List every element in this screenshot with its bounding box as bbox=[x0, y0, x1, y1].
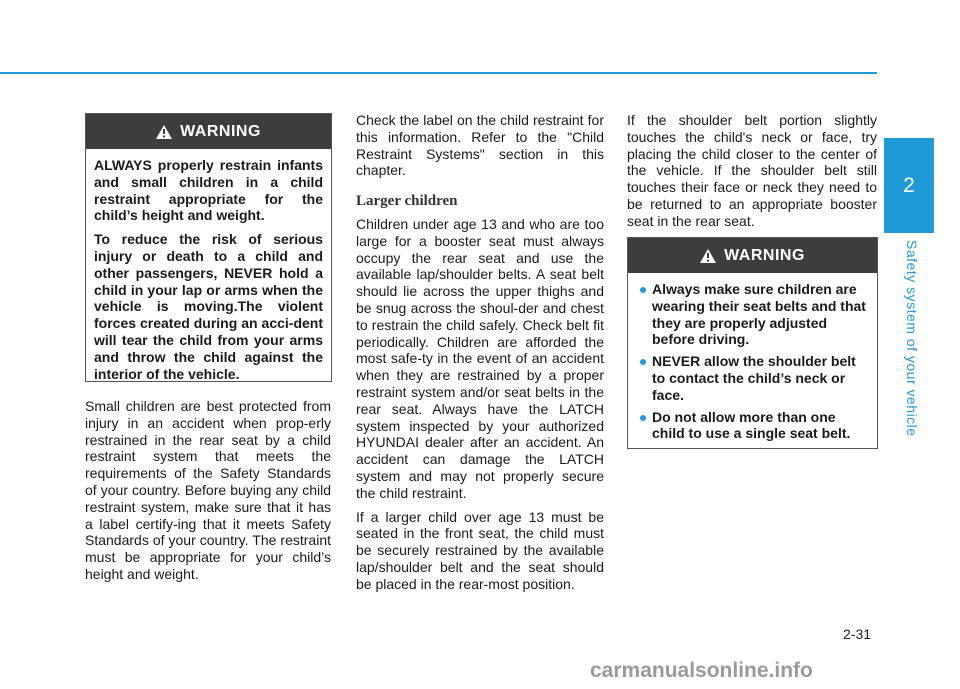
warning-title: WARNING bbox=[724, 246, 805, 264]
body-paragraph: Small children are best protected from injury in an accident when prop-erly restrained in the rear seat by a child restraint system that meets the requirements of the Safety Standards of your country. Before buying any child restraint system, make sure that it has a label certify-ing that it meets Safety Standards of your country. The restraint must be appropriate for your child’s height and weight. bbox=[85, 398, 331, 582]
warning-box-right bbox=[627, 237, 878, 449]
middle-column-text bbox=[356, 112, 604, 600]
warning-triangle-icon bbox=[156, 125, 172, 139]
warning-bullet-item: Do not allow more than one child to use a single seat belt. bbox=[652, 409, 869, 443]
left-column-text bbox=[85, 398, 331, 590]
body-paragraph: If a larger child over age 13 must be seated in the front seat, the child must be securely restrained by the available lap/shoulder belt and the seat should be placed in the rear-most position. bbox=[356, 508, 604, 592]
warning-bullet-item: Always make sure children are wearing their seat belts and that they are properly adjusted before driving. bbox=[652, 281, 869, 348]
chapter-title: Safety system of your vehicle bbox=[904, 240, 920, 437]
warning-triangle-icon bbox=[700, 249, 716, 263]
right-column-text bbox=[627, 112, 877, 237]
chapter-tab bbox=[884, 138, 934, 233]
watermark: carmanualsonline.info bbox=[590, 659, 813, 682]
page-number: 2-31 bbox=[843, 626, 872, 642]
warning-paragraph: ALWAYS properly restrain infants and small children in a child restraint appropriate for the child’s height and weight. bbox=[94, 157, 323, 224]
header-rule bbox=[0, 72, 877, 74]
warning-header bbox=[86, 114, 331, 149]
warning-title: WARNING bbox=[180, 122, 261, 140]
warning-paragraph: To reduce the risk of serious injury or death to a child and other passengers, NEVER hold a child in your lap or arms when the vehicle is moving.The violent forces created during an acci-dent will tear the child from your arms and throw the child against the interior of the vehicle. bbox=[94, 231, 323, 382]
warning-box-left bbox=[85, 113, 332, 382]
warning-header bbox=[628, 238, 877, 273]
warning-body bbox=[628, 273, 877, 455]
body-paragraph: Children under age 13 and who are too large for a booster seat must always occupy the rear seat and use the available lap/shoulder belts. A seat belt should lie across the upper thighs and be snug across the shoul-der and chest to restrain the child safely. Check belt fit periodically. Children are afforded the most safe-ty in the event of an accident when they are restrained by a proper restraint system and/or seat belts in the rear seat. Always have the LATCH system inspected by your authorized HYUNDAI dealer after an accident. An accident can damage the LATCH system and may not properly secure the child restraint. bbox=[356, 215, 604, 501]
chapter-number: 2 bbox=[903, 173, 915, 197]
warning-bullet-list bbox=[636, 281, 869, 442]
warning-bullet-item: NEVER allow the shoulder belt to contact the child’s neck or face. bbox=[652, 353, 869, 403]
body-paragraph: Check the label on the child restraint for this information. Refer to the "Child Restraint Systems" section in this chapter. bbox=[356, 112, 604, 179]
body-paragraph: If the shoulder belt portion slightly touches the child's neck or face, try placing the child closer to the center of the vehicle. If the shoulder belt still touches their face or neck they need to be returned to an appropriate booster seat in the rear seat. bbox=[627, 112, 877, 229]
warning-body bbox=[86, 149, 331, 390]
section-heading: Larger children bbox=[356, 193, 458, 210]
